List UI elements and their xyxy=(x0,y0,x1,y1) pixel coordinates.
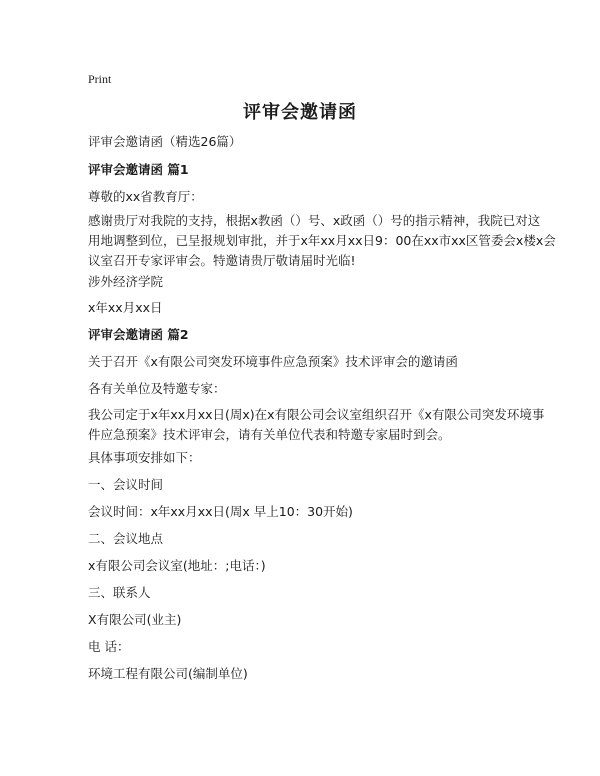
paragraph-2-line-2: 件应急预案》技术评审会，请有关单位代表和特邀专家届时到会。 xyxy=(88,427,451,442)
paragraph-1 xyxy=(88,211,556,271)
item-3-heading: 三、联系人 xyxy=(88,585,151,600)
signature-1: 涉外经济学院 xyxy=(88,274,164,289)
section-heading-1: 评审会邀请函 篇1 xyxy=(88,162,189,177)
item-2-content: x有限公司会议室(地址：;电话：) xyxy=(88,558,266,573)
preparer-line: 环境工程有限公司(编制单位) xyxy=(88,666,248,681)
arrangement-intro: 具体事项安排如下： xyxy=(88,450,201,465)
item-2-heading: 二、会议地点 xyxy=(88,531,164,546)
date-1: x年xx月xx日 xyxy=(88,300,163,315)
paragraph-2 xyxy=(88,405,545,445)
document-subtitle: 评审会邀请函（精选26篇） xyxy=(88,134,242,149)
item-1-content: 会议时间：x年xx月xx日(周x 早上10：30开始) xyxy=(88,504,353,519)
salutation-1: 尊敬的xx省教育厅： xyxy=(88,189,203,204)
paragraph-1-line-3: 议室召开专家评审会。特邀请贵厅敬请届时光临! xyxy=(88,253,356,268)
print-label: Print xyxy=(88,72,112,86)
salutation-2: 各有关单位及特邀专家： xyxy=(88,381,226,396)
paragraph-1-line-2: 用地调整到位，已呈报规划审批，并于x年xx月xx日9：00在xx市xx区管委会x楼x会 xyxy=(88,233,556,248)
item-3-content: X有限公司(业主) xyxy=(88,612,182,627)
page-title: 评审会邀请函 xyxy=(243,102,357,123)
item-1-heading: 一、会议时间 xyxy=(88,477,164,492)
phone-label: 电 话： xyxy=(88,639,130,654)
section-heading-2: 评审会邀请函 篇2 xyxy=(88,327,189,342)
paragraph-2-line-1: 我公司定于x年xx月xx日(周x)在x有限公司会议室组织召开《x有限公司突发环境事 xyxy=(88,407,545,422)
subject-2: 关于召开《x有限公司突发环境事件应急预案》技术评审会的邀请函 xyxy=(88,354,458,369)
paragraph-1-line-1: 感谢贵厅对我院的支持，根据x教函（）号、x政函（）号的指示精神，我院已对这 xyxy=(88,213,541,228)
